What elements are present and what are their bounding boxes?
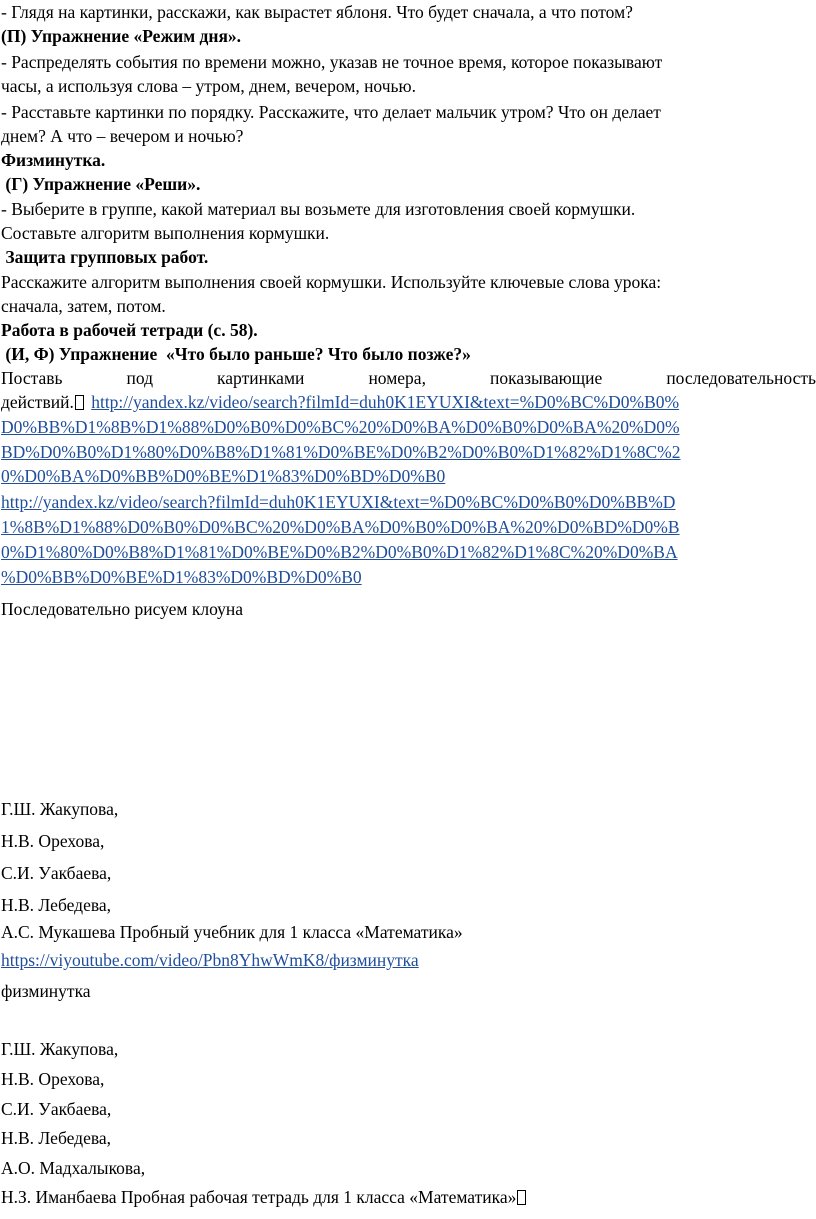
reference-line: Г.Ш. Жакупова,: [1, 799, 119, 819]
heading-rabochaya-tetrad: Работа в рабочей тетради (с. 58).: [1, 320, 258, 340]
reference-line: А.С. Мукашева Пробный учебник для 1 класса «Математика»: [1, 922, 463, 942]
text: действий.: [1, 392, 74, 412]
heading-chto-bylo: (И, Ф) Упражнение «Что было раньше? Что было позже?»: [1, 344, 471, 364]
reference-line: С.И. Уакбаева,: [1, 1099, 112, 1119]
text-line-with-link: [1, 390, 679, 414]
word: номера,: [368, 368, 426, 388]
text-line: часы, а используя слова – утром, днем, вечером, ночью.: [1, 76, 416, 96]
video-link-2[interactable]: http://yandex.kz/video/search?filmId=duh0K1EYUXI&text=%D0%BC%D0%B0%D0%BB%D: [1, 492, 676, 512]
reference-line: Н.В. Лебедева,: [1, 1128, 112, 1148]
video-link-1[interactable]: http://yandex.kz/video/search?filmId=duh0K1EYUXI&text=%D0%BC%D0%B0%: [91, 392, 680, 412]
link-line[interactable]: [1, 540, 678, 564]
text-line: - Глядя на картинки, расскажи, как вырастет яблоня. Что будет сначала, а что потом?: [1, 2, 633, 22]
justified-line: [1, 366, 816, 390]
missing-glyph-icon: [517, 1190, 526, 1205]
video-link-2-part[interactable]: 1%8B%D1%88%D0%B0%D0%BC%20%D0%BA%D0%B0%D0%BA%20%D0%BD%D0%B: [1, 517, 680, 537]
word: последовательность: [666, 368, 816, 388]
link-continuation[interactable]: [1, 440, 681, 464]
heading-zashchita: Защита групповых работ.: [1, 247, 209, 267]
heading-fizminutka: Физминутка.: [1, 150, 106, 170]
video-link-2-part[interactable]: %D0%BB%D0%BE%D1%83%D0%BD%D0%B0: [1, 567, 362, 587]
word: картинками: [217, 368, 305, 388]
text-line: - Распределять события по времени можно, указав не точное время, которое показывают: [1, 52, 663, 72]
video-link-2-part[interactable]: 0%D1%80%D0%B8%D1%81%D0%BE%D0%B2%D0%B0%D1%82%D1%8C%20%D0%BA: [1, 542, 678, 562]
reference-line: С.И. Уакбаева,: [1, 863, 112, 883]
missing-glyph-icon: [75, 395, 84, 410]
reference-text: Н.З. Иманбаева Пробная рабочая тетрадь для 1 класса «Математика»: [1, 1187, 517, 1207]
text-line: - Расставьте картинки по порядку. Расскажите, что делает мальчик утром? Что он делает: [1, 102, 661, 122]
reference-line: А.О. Мадхалыкова,: [1, 1158, 146, 1178]
word: под: [126, 368, 154, 388]
reference-line: Н.В. Орехова,: [1, 831, 105, 851]
fizminutka-link[interactable]: https://viyoutube.com/video/Pbn8YhwWmK8/физминутка: [1, 950, 419, 970]
text-line: - Выберите в группе, какой материал вы возьмете для изготовления своей кормушки.: [1, 199, 636, 219]
video-link-1-part[interactable]: BD%D0%B0%D1%80%D0%B8%D1%81%D0%BE%D0%B2%D0%B0%D1%82%D1%8C%2: [1, 442, 681, 462]
video-link-1-part[interactable]: D0%BB%D1%8B%D1%88%D0%B0%D0%BC%20%D0%BA%D0%B0%D0%BA%20%D0%: [1, 417, 680, 437]
word: Поставь: [1, 368, 63, 388]
link-continuation[interactable]: [1, 415, 680, 439]
reference-line: Н.В. Лебедева,: [1, 895, 112, 915]
reference-line: Н.В. Орехова,: [1, 1069, 105, 1089]
reference-line: Г.Ш. Жакупова,: [1, 1039, 119, 1059]
link-line[interactable]: [1, 515, 680, 539]
text-line: Составьте алгоритм выполнения кормушки.: [1, 223, 330, 243]
heading-rezhim-dnya: (П) Упражнение «Режим дня».: [1, 26, 242, 46]
link-line[interactable]: [1, 490, 675, 514]
link-continuation[interactable]: [1, 464, 445, 488]
link-line[interactable]: [1, 565, 362, 589]
video-link-1-part[interactable]: 0%D0%BA%D0%BB%D0%BE%D1%83%D0%BD%D0%B0: [1, 466, 446, 486]
text-line: сначала, затем, потом.: [1, 296, 166, 316]
reference-line-last: [1, 1185, 529, 1209]
fizminutka-link-line[interactable]: [1, 948, 419, 972]
clown-caption: Последовательно рисуем клоуна: [1, 599, 244, 619]
text-line: днем? А что – вечером и ночью?: [1, 126, 244, 146]
word: показывающие: [490, 368, 603, 388]
text-line: Расскажите алгоритм выполнения своей кормушки. Используйте ключевые слова урока:: [1, 272, 662, 292]
text-line: физминутка: [1, 981, 91, 1001]
heading-reshi: (Г) Упражнение «Реши».: [1, 174, 201, 194]
